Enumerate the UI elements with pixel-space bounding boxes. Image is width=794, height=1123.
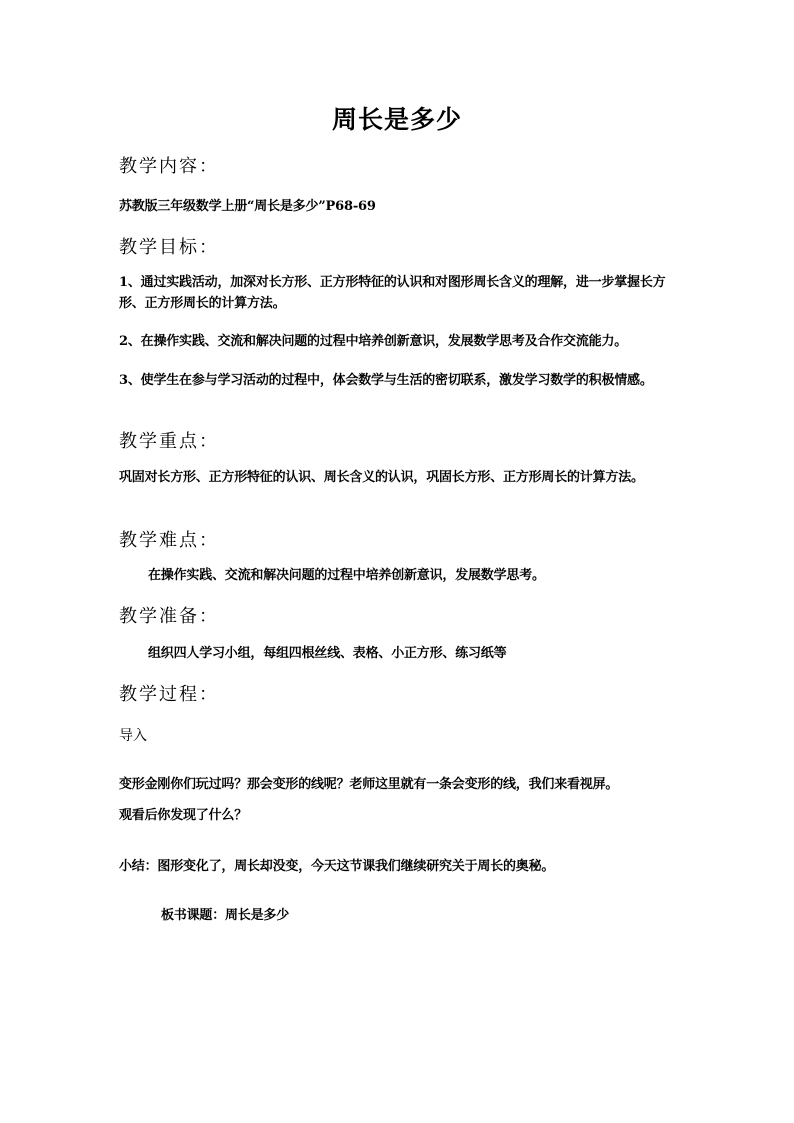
section-heading-preparation: 教学准备： [119,606,219,627]
goal-item-3: 3、使学生在参与学习活动的过程中，体会数学与生活的密切联系，激发学习数学的积极情感。 [119,373,653,388]
difficulties-text: 在操作实践、交流和解决问题的过程中培养创新意识，发展数学思考。 [148,568,545,583]
summary-text: 小结：图形变化了，周长却没变，今天这节课我们继续研究关于周长的奥秘。 [119,859,555,874]
board-title-text: 板书课题：周长是多少 [161,908,290,923]
section-heading-key-points: 教学重点： [119,431,219,452]
content-text: 苏教版三年级数学上册“周长是多少”P68-69 [119,199,376,214]
section-heading-difficulties: 教学难点： [119,530,219,551]
goal-item-1: 1、通过实践活动，加深对长方形、正方形特征的认识和对图形周长含义的理解，进一步掌握长方形、正方形周长的计算方法。 [119,275,666,311]
section-heading-process: 教学过程： [119,684,219,705]
intro-label: 导入 [119,728,147,744]
preparation-text: 组织四人学习小组，每组四根丝线、表格、小正方形、练习纸等 [148,646,507,661]
section-heading-content: 教学内容： [119,156,219,177]
intro-line-2: 观看后你发现了什么？ [119,808,248,823]
key-points-text: 巩固对长方形、正方形特征的认识、周长含义的认识，巩固长方形、正方形周长的计算方法。 [119,470,644,485]
goal-item-2: 2、在操作实践、交流和解决问题的过程中培养创新意识，发展数学思考及合作交流能力。 [119,334,628,349]
document-title: 周长是多少 [331,105,462,134]
section-heading-goals: 教学目标： [119,237,219,258]
intro-line-1: 变形金刚你们玩过吗？那会变形的线呢？老师这里就有一条会变形的线，我们来看视屏。 [119,777,619,792]
